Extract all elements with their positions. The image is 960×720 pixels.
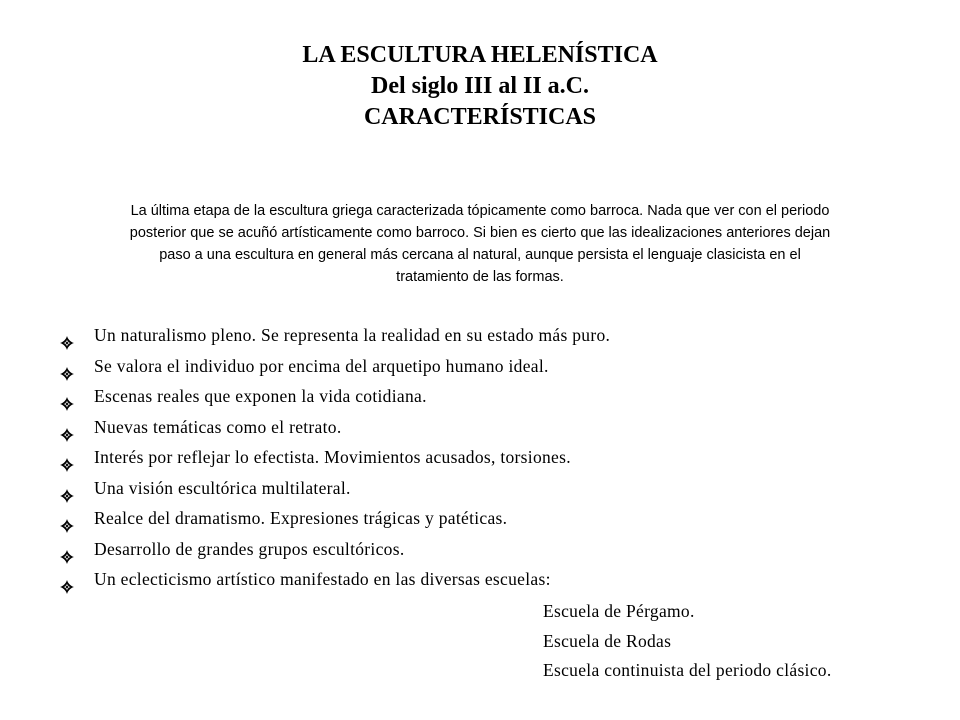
- list-item: [60, 412, 920, 443]
- list-item: [60, 473, 920, 504]
- diamond-bullet-icon: [60, 451, 74, 465]
- list-item-text: Un eclecticismo artístico manifestado en las diversas escuelas:: [94, 569, 551, 589]
- intro-line: posterior que se acuñó artísticamente como barroco. Si bien es cierto que las idealizaciones anteriores dejan: [129, 225, 831, 241]
- diamond-bullet-icon: [60, 421, 74, 435]
- list-item: [60, 351, 920, 382]
- intro-line: La última etapa de la escultura griega caracterizada tópicamente como barroca. Nada que ver con el periodo: [130, 203, 830, 219]
- title-period: Del siglo III al II a.C.: [370, 73, 590, 99]
- list-item-text: Nuevas temáticas como el retrato.: [94, 416, 342, 437]
- diamond-bullet-icon: [60, 360, 74, 374]
- list-item-text: Realce del dramatismo. Expresiones trágicas y patéticas.: [94, 508, 508, 528]
- list-item: [60, 564, 920, 595]
- school-item: Escuela de Rodas: [543, 630, 672, 651]
- diamond-bullet-icon: [60, 512, 74, 526]
- school-item: Escuela de Pérgamo.: [543, 601, 695, 621]
- slide-title: [0, 40, 960, 133]
- intro-line: tratamiento de las formas.: [396, 269, 564, 285]
- list-item-text: Interés por reflejar lo efectista. Movimientos acusados, torsiones.: [94, 447, 571, 467]
- list-item: [60, 442, 920, 473]
- list-item-text: Se valora el individuo por encima del arquetipo humano ideal.: [94, 355, 549, 376]
- title-main: LA ESCULTURA HELENÍSTICA: [302, 42, 658, 68]
- characteristics-list: [60, 320, 920, 595]
- list-item: [60, 534, 920, 565]
- diamond-bullet-icon: [60, 329, 74, 343]
- list-item: [60, 503, 920, 534]
- diamond-bullet-icon: [60, 390, 74, 404]
- diamond-bullet-icon: [60, 543, 74, 557]
- school-item: Escuela continuista del periodo clásico.: [543, 660, 832, 680]
- list-item: [60, 320, 920, 351]
- list-item-text: Escenas reales que exponen la vida cotidiana.: [94, 386, 427, 406]
- diamond-bullet-icon: [60, 482, 74, 496]
- diamond-bullet-icon: [60, 573, 74, 587]
- list-item-text: Desarrollo de grandes grupos escultóricos.: [94, 538, 405, 559]
- title-subtitle: CARACTERÍSTICAS: [363, 104, 597, 130]
- schools-list: [543, 597, 832, 686]
- list-item-text: Un naturalismo pleno. Se representa la realidad en su estado más puro.: [94, 325, 611, 345]
- intro-paragraph: [40, 200, 920, 288]
- intro-line: paso a una escultura en general más cercana al natural, aunque persista el lenguaje clasicista en el: [159, 247, 801, 263]
- list-item-text: Una visión escultórica multilateral.: [94, 477, 351, 498]
- list-item: [60, 381, 920, 412]
